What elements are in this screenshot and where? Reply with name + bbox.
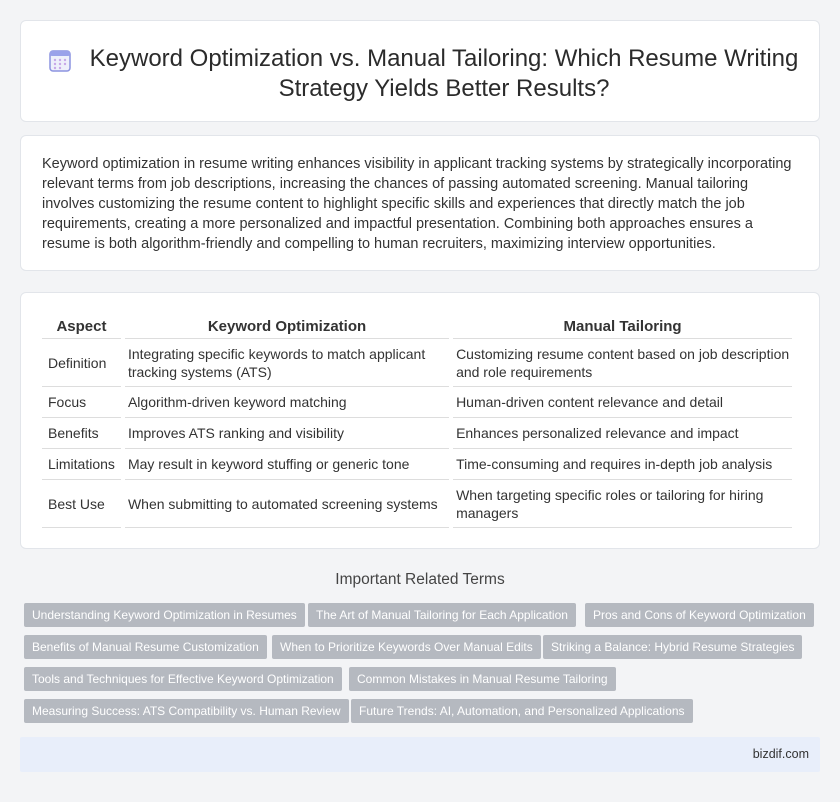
footer: [20, 737, 820, 772]
related-terms-heading: Important Related Terms: [335, 571, 505, 588]
intro-card: [20, 135, 820, 271]
site-name[interactable]: bizdif.com: [752, 747, 809, 761]
table-row: [42, 339, 792, 387]
table-row: [42, 418, 792, 449]
table-row: [42, 480, 792, 528]
related-term-tag[interactable]: The Art of Manual Tailoring for Each Application: [308, 603, 576, 627]
intro-paragraph: Keyword optimization in resume writing enhances visibility in applicant tracking systems by strategically incorporating relevant terms from job descriptions, increasing the chances of passing automated screening. Manual tailoring involves customizing the resume content to highlight specific skills and experiences that directly match the job requirements, creating a more personalized and impactful presentation. Combining both approaches ensures a resume is both algorithm-friendly and compelling to human recruiters, maximizing interview opportunities.: [42, 156, 792, 252]
table-cell: Improves ATS ranking and visibility: [125, 418, 449, 449]
table-cell: May result in keyword stuffing or generic tone: [125, 449, 449, 480]
comparison-table: [38, 315, 796, 528]
page-title: Keyword Optimization vs. Manual Tailoring: Which Resume Writing Strategy Yields Better Results?: [89, 45, 799, 102]
table-cell: Integrating specific keywords to match applicant tracking systems (ATS): [125, 339, 449, 387]
column-header: Manual Tailoring: [453, 315, 792, 339]
comparison-card: [20, 292, 820, 549]
related-term-tag[interactable]: Future Trends: AI, Automation, and Personalized Applications: [351, 699, 693, 723]
related-term-tag[interactable]: Measuring Success: ATS Compatibility vs. Human Review: [24, 699, 349, 723]
table-row: [42, 449, 792, 480]
related-term-tag[interactable]: Tools and Techniques for Effective Keyword Optimization: [24, 667, 342, 691]
table-header-row: [42, 315, 792, 339]
table-cell: Benefits: [42, 418, 121, 449]
table-cell: Enhances personalized relevance and impact: [453, 418, 792, 449]
table-cell: Customizing resume content based on job description and role requirements: [453, 339, 792, 387]
table-row: [42, 387, 792, 418]
table-cell: Human-driven content relevance and detail: [453, 387, 792, 418]
related-term-tag[interactable]: Common Mistakes in Manual Resume Tailoring: [349, 667, 616, 691]
related-term-tag[interactable]: Pros and Cons of Keyword Optimization: [585, 603, 814, 627]
table-cell: Time-consuming and requires in-depth job analysis: [453, 449, 792, 480]
table-cell: Limitations: [42, 449, 121, 480]
table-cell: When targeting specific roles or tailoring for hiring managers: [453, 480, 792, 528]
related-term-tag[interactable]: When to Prioritize Keywords Over Manual Edits: [272, 635, 541, 659]
table-cell: Algorithm-driven keyword matching: [125, 387, 449, 418]
title-card: [20, 20, 820, 122]
related-term-tag[interactable]: Understanding Keyword Optimization in Resumes: [24, 603, 305, 627]
calendar-icon: [48, 47, 72, 73]
column-header: Aspect: [42, 315, 121, 339]
table-cell: Best Use: [42, 480, 121, 528]
table-cell: Definition: [42, 339, 121, 387]
related-term-tag[interactable]: Benefits of Manual Resume Customization: [24, 635, 267, 659]
column-header: Keyword Optimization: [125, 315, 449, 339]
table-cell: Focus: [42, 387, 121, 418]
table-cell: When submitting to automated screening systems: [125, 480, 449, 528]
related-term-tag[interactable]: Striking a Balance: Hybrid Resume Strategies: [543, 635, 802, 659]
